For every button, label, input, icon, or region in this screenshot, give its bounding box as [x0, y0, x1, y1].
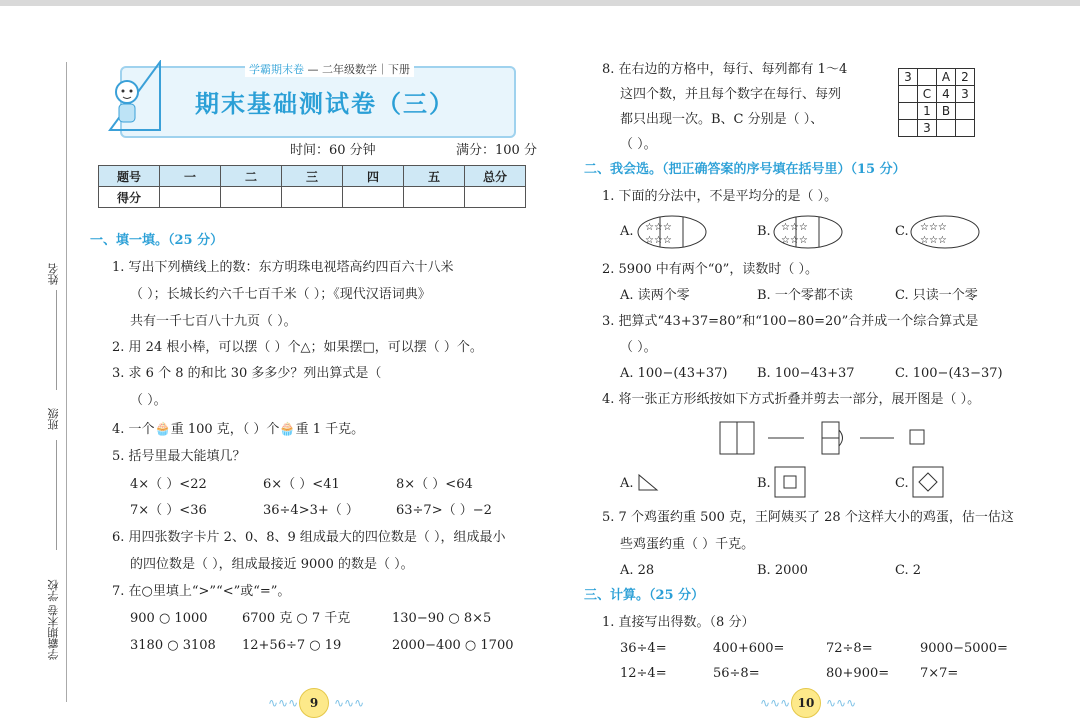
q5-item: 8×（ ）<64 [396, 477, 473, 492]
section2-heading: 二、我会选。（把正确答案的序号填在括号里）（15 分） [584, 162, 906, 177]
s2q4-text: 4. 将一张正方形纸按如下方式折叠并剪去一部分，展开图是（ ）。 [602, 392, 981, 407]
grid-cell: A [937, 69, 956, 86]
q7-text: 7. 在○里填上“>”“<”或“=”。 [112, 584, 291, 599]
q2-text: 2. 用 24 根小棒，可以摆（ ）个△；如果摆□，可以摆（ ）个。 [112, 340, 483, 355]
calc-item: 80+900= [826, 666, 890, 681]
q5-text: 5. 括号里最大能填几？ [112, 449, 246, 464]
s2q1-option-b: B. [757, 224, 771, 239]
s3q1-text: 1. 直接写出得数。（8 分） [602, 615, 755, 630]
q8-line3: 都只出现一次。B、C 分别是（ ）、 [620, 112, 824, 127]
s2q1-option-c: C. [895, 224, 909, 239]
svg-text:☆☆☆: ☆☆☆ [781, 235, 808, 246]
calc-item: 9000−5000= [920, 641, 1008, 656]
calc-item: 7×7= [920, 666, 959, 681]
s2q2-option-a: A. 读两个零 [620, 288, 690, 303]
s2q3-option-b: B. 100−43+37 [757, 366, 855, 381]
q8-line4: （ ）。 [620, 137, 657, 152]
stars-grouping-b-icon [773, 215, 843, 253]
right-deco-icon: ∿∿∿ [826, 696, 857, 710]
grid-cell: B [937, 103, 956, 120]
score-table-row [99, 187, 526, 208]
q6-line2: 的四位数是（ ），组成最接近 9000 的数是（ ）。 [130, 557, 414, 572]
s2q3-line1: 3. 把算式“43+37=80”和“100−80=20”合并成一个综合算式是 [602, 314, 979, 329]
diamond-hole-icon [912, 466, 944, 502]
q7-item: 12+56÷7 ○ 19 [242, 638, 342, 653]
grid-cell: C [918, 86, 937, 103]
spine-school-label: 学霸期末卷 学校 [47, 579, 60, 660]
spine-name-label: 姓名 [47, 263, 60, 285]
q5-item: 4×（ ）<22 [130, 477, 207, 492]
section3-heading: 三、计算。（25 分） [584, 588, 705, 603]
score-header-cell: 一 [160, 166, 221, 187]
q5-item: 6×（ ）<41 [263, 477, 340, 492]
score-header-cell: 四 [343, 166, 404, 187]
grid-cell: 2 [956, 69, 975, 86]
calc-item: 36÷4= [620, 641, 667, 656]
q5-item: 63÷7>（ ）−2 [396, 503, 492, 518]
svg-text:☆☆☆: ☆☆☆ [920, 222, 947, 233]
calc-item: 400+600= [713, 641, 785, 656]
top-bar [0, 0, 1080, 6]
s2q3-line2: （ ）。 [620, 340, 657, 355]
q6-line1: 6. 用四张数字卡片 2、0、8、9 组成最大的四位数是（ ），组成最小 [112, 530, 506, 545]
grid-cell [899, 120, 918, 137]
page-number-left: 9 [299, 688, 329, 718]
page-number-right: 10 [791, 688, 821, 718]
q1-line2: （ ）；长城长约六千七百千米（ ）；《现代汉语词典》 [130, 287, 431, 302]
q8-line1: 8. 在右边的方格中，每行、每列都有 1～4 [602, 62, 848, 77]
q7-item: 2000−400 ○ 1700 [392, 638, 514, 653]
grid-cell [918, 69, 937, 86]
s2q5-option-a: A. 28 [620, 563, 655, 578]
q4-text: 4. 一个🧁重 100 克，（ ）个🧁重 1 千克。 [112, 422, 365, 437]
score-cell[interactable] [160, 187, 221, 208]
grid-cell: 4 [937, 86, 956, 103]
score-header-cell: 三 [282, 166, 343, 187]
name-write-line [56, 290, 57, 390]
s2q5-line2: 些鸡蛋约重（ ）千克。 [620, 537, 755, 552]
full-score-label: 满分：100 分 [456, 143, 537, 158]
q3-line1: 3. 求 6 个 8 的和比 30 多多少？列出算式是（ [112, 366, 382, 381]
s2q2-text: 2. 5900 中有两个“0”，读数时（ ）。 [602, 262, 818, 277]
left-deco-icon: ∿∿∿ [268, 696, 299, 710]
series-tag-text: 学霸期末卷 [249, 63, 304, 76]
grade-text: 二年级数学｜下册 [322, 63, 410, 76]
s2q5-option-b: B. 2000 [757, 563, 808, 578]
stars-grouping-c-icon [910, 215, 980, 253]
binding-line [66, 62, 67, 702]
folding-diagram [718, 418, 933, 462]
svg-text:☆☆☆: ☆☆☆ [645, 235, 672, 246]
score-header-cell: 总分 [465, 166, 526, 187]
grid-cell: 3 [956, 86, 975, 103]
q7-item: 3180 ○ 3108 [130, 638, 216, 653]
score-cell[interactable] [282, 187, 343, 208]
score-cell[interactable] [465, 187, 526, 208]
time-label: 时间：60 分钟 [290, 143, 376, 158]
series-tag: 学霸期末卷 — 二年级数学｜下册 [245, 61, 414, 77]
grid-cell [937, 120, 956, 137]
q8-line2: 这四个数，并且每个数字在每行、每列 [620, 87, 842, 102]
q5-item: 7×（ ）<36 [130, 503, 207, 518]
s2q2-option-b: B. 一个零都不读 [757, 288, 853, 303]
s2q3-option-a: A. 100−(43+37) [620, 366, 728, 381]
score-cell[interactable] [343, 187, 404, 208]
class-write-line [56, 440, 57, 550]
score-cell[interactable] [404, 187, 465, 208]
section1-heading: 一、填一填。（25 分） [90, 233, 224, 248]
q5-item: 36÷4>3+（ ） [263, 503, 359, 518]
svg-text:☆☆☆: ☆☆☆ [781, 222, 808, 233]
q7-item: 130−90 ○ 8×5 [392, 611, 492, 626]
spine-class-label: 班级 [47, 408, 60, 430]
calc-item: 12÷4= [620, 666, 667, 681]
s2q4-option-b: B. [757, 476, 771, 491]
grid-cell: 1 [918, 103, 937, 120]
calc-item: 56÷8= [713, 666, 760, 681]
score-cell[interactable] [221, 187, 282, 208]
number-grid [898, 68, 975, 137]
q1-line1: 1. 写出下列横线上的数：东方明珠电视塔高约四百六十八米 [112, 260, 454, 275]
s2q4-option-a: A. [620, 476, 634, 491]
s2q4-option-c: C. [895, 476, 909, 491]
grid-cell [956, 120, 975, 137]
grid-cell [899, 86, 918, 103]
s2q2-option-c: C. 只读一个零 [895, 288, 978, 303]
page-title: 期末基础测试卷（三） [195, 90, 455, 118]
q7-item: 6700 克 ○ 7 千克 [242, 611, 351, 626]
grid-cell: 3 [899, 69, 918, 86]
s2q5-option-c: C. 2 [895, 563, 922, 578]
mascot-icon [105, 60, 163, 132]
triangle-shape-icon [637, 472, 659, 496]
q3-line2: （ ）。 [130, 393, 167, 408]
stars-grouping-a-icon [637, 215, 707, 253]
svg-text:☆☆☆: ☆☆☆ [645, 222, 672, 233]
score-row-label: 得分 [99, 187, 160, 208]
score-header-cell: 二 [221, 166, 282, 187]
grid-cell [956, 103, 975, 120]
s2q1-option-a: A. [620, 224, 634, 239]
q7-item: 900 ○ 1000 [130, 611, 208, 626]
score-header-cell: 五 [404, 166, 465, 187]
score-table-header [99, 166, 526, 187]
q1-line3: 共有一千七百八十九页（ ）。 [130, 314, 297, 329]
square-hole-icon [774, 466, 806, 502]
right-deco-icon: ∿∿∿ [760, 696, 791, 710]
left-deco-icon: ∿∿∿ [334, 696, 365, 710]
grid-cell [899, 103, 918, 120]
grid-cell: 3 [918, 120, 937, 137]
score-header-cell: 题号 [99, 166, 160, 187]
svg-text:☆☆☆: ☆☆☆ [920, 235, 947, 246]
s2q3-option-c: C. 100−(43−37) [895, 366, 1003, 381]
score-table [98, 165, 526, 208]
s2q1-text: 1. 下面的分法中，不是平均分的是（ ）。 [602, 189, 838, 204]
calc-item: 72÷8= [826, 641, 873, 656]
s2q5-line1: 5. 7 个鸡蛋约重 500 克，王阿姨买了 28 个这样大小的鸡蛋，估一估这 [602, 510, 1014, 525]
